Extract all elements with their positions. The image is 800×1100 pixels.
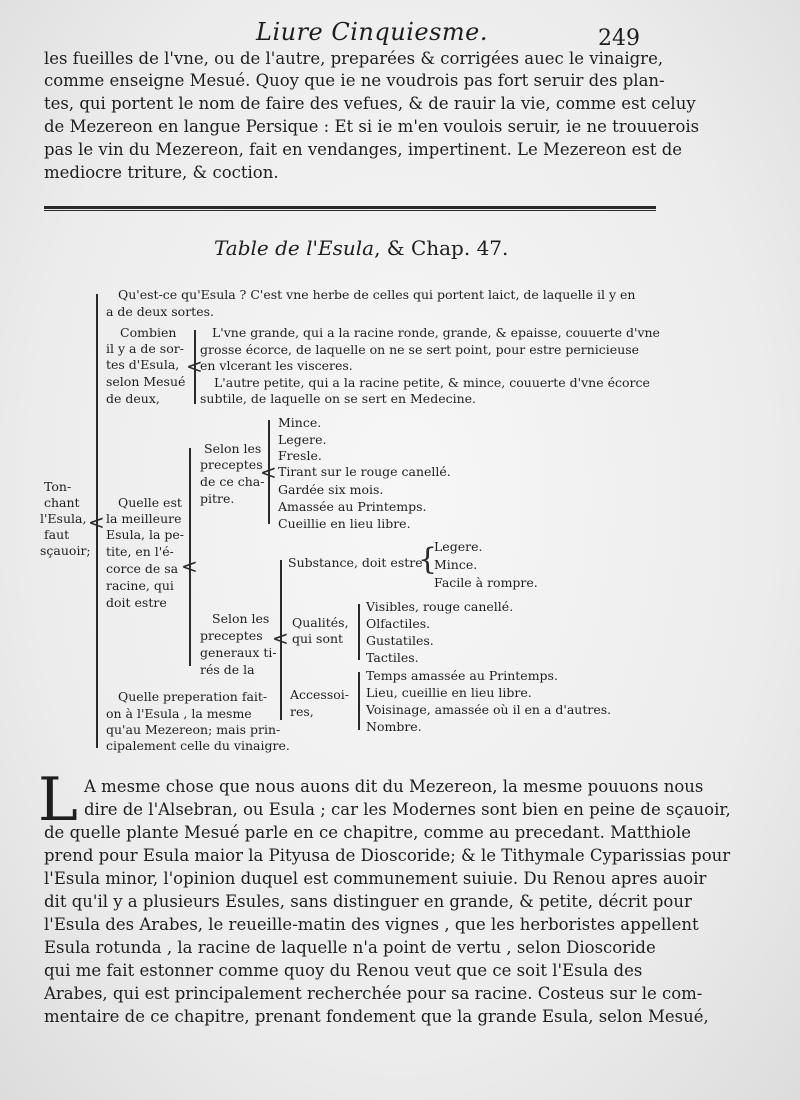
q3-label-line: tite, en l'é- [106, 544, 174, 559]
body-line: dire de l'Alsebran, ou Esula ; car les Modernes sont bien en peine de sçauoir, [84, 800, 731, 819]
substance-label: Substance, doit estre [288, 555, 423, 570]
substance-item: Legere. [434, 539, 483, 554]
root-label-line: faut [44, 527, 70, 542]
q3a-label-line: Selon les [204, 441, 262, 456]
q4-line: on à l'Esula , la mesme [106, 706, 252, 721]
body-line: de quelle plante Mesué parle en ce chapitre, comme au precedant. Matthiole [44, 823, 691, 842]
section-rule-thin [44, 210, 656, 211]
qualites-item: Visibles, rouge canellé. [366, 599, 514, 614]
body-line: prend pour Esula maior la Pityusa de Dioscoride; & le Tithymale Cyparissias pour [44, 846, 731, 865]
q3b-label-line: Selon les [212, 611, 270, 626]
q2-label-line: tes d'Esula, [106, 357, 180, 372]
body-line: l'Esula des Arabes, le reueille-matin des vignes , que les herboristes appellent [44, 915, 699, 934]
substance-item: Mince. [434, 557, 478, 572]
q4-line: qu'au Mezereon; mais prin- [106, 722, 281, 737]
body-line: A mesme chose que nous auons dit du Mezereon, la mesme pouuons nous [84, 777, 704, 796]
body-line: l'Esula minor, l'opinion duquel est communement suiuie. Du Renou apres auoir [44, 869, 707, 888]
top-paragraph-line: tes, qui portent le nom de faire des vefues, & de rauir la vie, comme est celuy [44, 94, 696, 113]
top-paragraph-line: mediocre triture, & coction. [44, 163, 279, 182]
qualites-brace [358, 604, 360, 660]
accessoires-item: Voisinage, amassée où il en a d'autres. [366, 702, 612, 717]
body-line: Arabes, qui est principalement recherchée pour sa racine. Costeus sur le com- [44, 984, 703, 1003]
q2-item: subtile, de laquelle on se sert en Medecine. [200, 391, 477, 406]
q2-label-line: Combien [120, 325, 177, 340]
q3-label-line: doit estre [106, 595, 167, 610]
accessoires-item: Lieu, cueillie en lieu libre. [366, 685, 532, 700]
q3b-label-line: generaux ti- [200, 645, 277, 660]
accessoires-label-line: Accessoi- [290, 687, 350, 702]
substance-item: Facile à rompre. [434, 575, 538, 590]
q2-label-line: de deux, [106, 391, 160, 406]
q3a-brace-tip: < [260, 460, 277, 484]
root-label-line: Ton- [44, 479, 72, 494]
body-line: Esula rotunda , la racine de laquelle n'a point de vertu , selon Dioscoride [44, 938, 656, 957]
q3b-label-line: rés de la [200, 662, 255, 677]
q3b-brace-tip: < [272, 626, 289, 650]
qualites-label-line: qui sont [292, 631, 344, 646]
table-title-italic: Table de l'Esula [214, 236, 375, 260]
qualites-item: Tactiles. [366, 650, 419, 665]
q2-item: en vlcerant les visceres. [200, 358, 353, 373]
drop-cap-initial: L [38, 765, 78, 835]
section-rule [44, 206, 656, 209]
question-what-is-esula-cont: a de deux sortes. [106, 304, 214, 319]
q3a-item: Tirant sur le rouge canellé. [278, 464, 451, 479]
q3-label-line: Esula, la pe- [106, 527, 185, 542]
top-paragraph-line: les fueilles de l'vne, ou de l'autre, preparées & corrigées auec le vinaigre, [44, 49, 664, 68]
running-title: Liure Cinquiesme. [256, 18, 488, 46]
table-title [214, 236, 508, 260]
q3-label-line: corce de sa [106, 561, 179, 576]
q3a-item: Fresle. [278, 448, 322, 463]
qualites-item: Gustatiles. [366, 633, 434, 648]
q2-item: L'autre petite, qui a la racine petite, & mince, couuerte d'vne écorce [214, 375, 650, 390]
main-brace-tip: < [88, 510, 105, 534]
q3a-item: Amassée au Printemps. [278, 499, 427, 514]
q2-label-line: il y a de sor- [106, 341, 184, 356]
accessoires-item: Temps amassée au Printemps. [366, 668, 558, 683]
q3a-label-line: pitre. [200, 491, 235, 506]
q3a-label-line: de ce cha- [200, 474, 265, 489]
q2-brace-tip: < [186, 354, 203, 378]
table-title-rest: , & Chap. 47. [374, 236, 509, 260]
page-number: 249 [598, 26, 640, 51]
q4-line: cipalement celle du vinaigre. [106, 738, 290, 753]
q3a-item: Gardée six mois. [278, 482, 384, 497]
q2-label-line: selon Mesué [106, 374, 186, 389]
accessoires-label-line: res, [290, 704, 314, 719]
q3a-item: Cueillie en lieu libre. [278, 516, 411, 531]
root-label-line: sçauoir; [40, 543, 91, 558]
top-paragraph-line: comme enseigne Mesué. Quoy que ie ne voudrois pas fort seruir des plan- [44, 71, 665, 90]
q4-line: Quelle preperation fait- [118, 689, 268, 704]
body-line: qui me fait estonner comme quoy du Renou veut que ce soit l'Esula des [44, 961, 643, 980]
substance-brace: { [418, 542, 438, 577]
accessoires-item: Nombre. [366, 719, 422, 734]
q3a-item: Legere. [278, 432, 327, 447]
q3-brace-tip: < [181, 554, 198, 578]
q3a-label-line: preceptes [200, 457, 263, 472]
root-label-line: l'Esula, [40, 511, 87, 526]
qualites-item: Olfactiles. [366, 616, 431, 631]
q2-item: L'vne grande, qui a la racine ronde, grande, & epaisse, couuerte d'vne [212, 325, 660, 340]
root-label-line: chant [44, 495, 80, 510]
q3-label-line: la meilleure [106, 511, 182, 526]
q2-item: grosse écorce, de laquelle on ne se sert point, pour estre pernicieuse [200, 342, 640, 357]
question-what-is-esula: Qu'est-ce qu'Esula ? C'est vne herbe de celles qui portent laict, de laquelle il y en [118, 287, 636, 302]
body-line: mentaire de ce chapitre, prenant fondement que la grande Esula, selon Mesué, [44, 1007, 709, 1026]
q3b-label-line: preceptes [200, 628, 263, 643]
accessoires-brace [358, 672, 360, 730]
top-paragraph-line: pas le vin du Mezereon, fait en vendanges, impertinent. Le Mezereon est de [44, 140, 683, 159]
q3-label-line: racine, qui [106, 578, 174, 593]
q3a-item: Mince. [278, 415, 322, 430]
qualites-label-line: Qualités, [292, 615, 349, 630]
top-paragraph-line: de Mezereon en langue Persique : Et si ie m'en voulois seruir, ie ne trouuerois [44, 117, 700, 136]
body-line: dit qu'il y a plusieurs Esules, sans distinguer en grande, & petite, décrit pour [44, 892, 692, 911]
q3-label-line: Quelle est [118, 495, 182, 510]
